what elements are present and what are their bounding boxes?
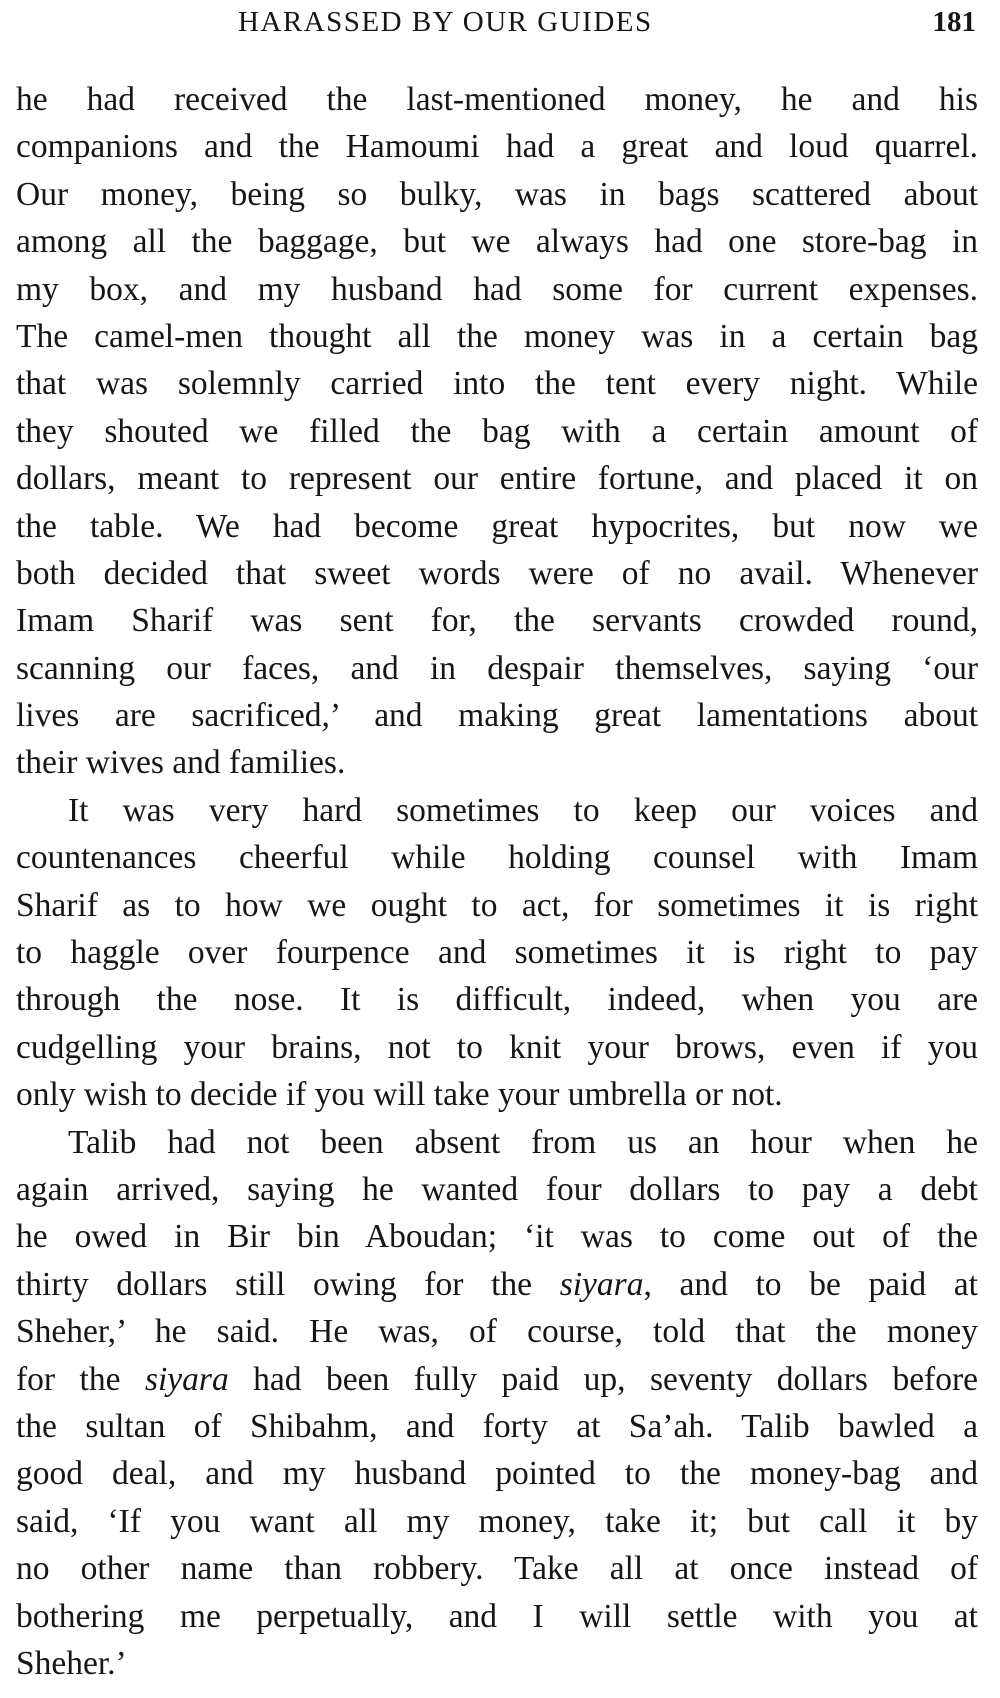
text-line: Sheher.’ — [16, 1644, 127, 1682]
text-line: he had received the last-mentioned money, he and his — [16, 81, 978, 118]
text-line: Imam Sharif was sent for, the servants crowded round, — [16, 602, 978, 640]
paragraph-1 — [16, 76, 978, 787]
text-line: among all the baggage, but we always had one store-bag in — [16, 223, 978, 261]
page-number: 181 — [932, 6, 976, 38]
paragraph-2 — [16, 787, 978, 1119]
text-line: said, ‘If you want all my money, take it; but call it by — [16, 1502, 978, 1540]
text-line — [16, 1356, 978, 1403]
line-text: , and to be paid at — [643, 1265, 978, 1303]
text-line: only wish to decide if you will take your umbrella or not. — [16, 1076, 783, 1114]
text-line: my box, and my husband had some for current expenses. — [16, 270, 978, 308]
text-line: good deal, and my husband pointed to the money-bag and — [16, 1455, 978, 1493]
text-line: the sultan of Shibahm, and forty at Sa’ah. Talib bawled a — [16, 1407, 978, 1445]
line-text: for the — [16, 1360, 145, 1398]
text-line: again arrived, saying he wanted four dollars to pay a debt — [16, 1170, 978, 1208]
italic-word: siyara — [144, 1360, 229, 1398]
text-line: Our money, being so bulky, was in bags scattered about — [16, 175, 978, 213]
text-line: cudgelling your brains, not to knit your brows, even if you — [16, 1028, 978, 1066]
text-line: Sheher,’ he said. He was, of course, told that the money — [16, 1313, 978, 1351]
text-line: through the nose. It is difficult, indeed, when you are — [16, 981, 978, 1019]
paragraph-3 — [16, 1119, 978, 1688]
text-line: countenances cheerful while holding counsel with Imam — [16, 839, 978, 877]
text-line: he owed in Bir bin Aboudan; ‘it was to come out of the — [16, 1218, 978, 1256]
text-line: Talib had not been absent from us an hour when he — [68, 1123, 978, 1161]
text-line: bothering me perpetually, and I will settle with you at — [16, 1597, 978, 1635]
text-line: The camel-men thought all the money was in a certain bag — [16, 317, 978, 355]
text-line: lives are sacrificed,’ and making great lamentations about — [16, 697, 978, 735]
text-line: they shouted we filled the bag with a certain amount of — [16, 412, 978, 450]
text-line: dollars, meant to represent our entire fortune, and placed it on — [16, 460, 978, 498]
line-text: had been fully paid up, seventy dollars before — [228, 1360, 978, 1398]
text-line: to haggle over fourpence and sometimes it is right to pay — [16, 934, 978, 972]
text-line: Sharif as to how we ought to act, for sometimes it is right — [16, 886, 978, 924]
text-line: no other name than robbery. Take all at once instead of — [16, 1550, 978, 1588]
line-text: thirty dollars still owing for the — [16, 1265, 560, 1303]
text-line: companions and the Hamoumi had a great and loud quarrel. — [16, 128, 978, 166]
text-line: both decided that sweet words were of no avail. Whenever — [16, 554, 978, 592]
italic-word: siyara — [559, 1265, 644, 1303]
body-text — [16, 76, 978, 1687]
text-line: It was very hard sometimes to keep our voices and — [68, 791, 978, 829]
running-head — [16, 6, 986, 46]
text-line: their wives and families. — [16, 744, 346, 782]
text-line: scanning our faces, and in despair themselves, saying ‘our — [16, 649, 978, 687]
running-title: HARASSED BY OUR GUIDES — [238, 6, 653, 38]
text-line: the table. We had become great hypocrites, but now we — [16, 507, 978, 545]
text-line — [16, 1261, 978, 1308]
text-line: that was solemnly carried into the tent every night. While — [16, 365, 978, 403]
